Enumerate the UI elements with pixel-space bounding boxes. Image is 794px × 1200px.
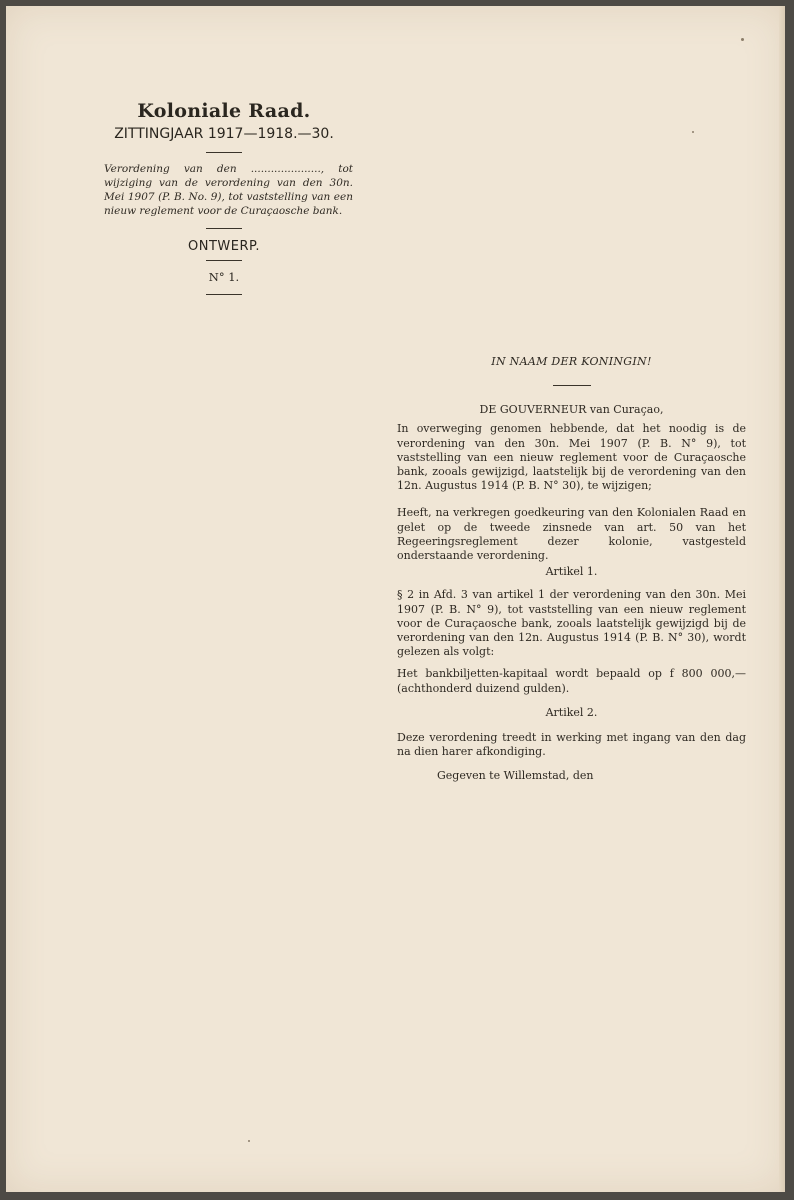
paper-speck: [248, 1140, 250, 1142]
document-number: N° 1.: [208, 270, 240, 284]
invocation: IN NAAM DER KONINGIN!: [491, 355, 652, 368]
divider: [206, 294, 242, 295]
document-header: [95, 100, 353, 295]
divider: [206, 260, 242, 261]
enactment-paragraph: Heeft, na verkregen goedkeuring van den Kolonialen Raad en gelet op de tweede zinsnede van art. 50 van het Regeeringsreglement dezer kolonie, vastgesteld onderstaande verordening.: [397, 506, 746, 563]
draft-label: ONTWERP.: [188, 239, 260, 254]
paper-edge: [779, 6, 785, 1192]
governor-line: DE GOUVERNEUR van Curaçao,: [479, 403, 664, 417]
article-1-text: § 2 in Afd. 3 van artikel 1 der verordening van den 30n. Mei 1907 (P. B. N° 9), tot vaststelling van een nieuw reglement voor de Curaçaosche bank, zooals laatstelijk gewijzigd bij de verordening van den 12n. Augustus 1914 (P. B. N° 30), wordt gelezen als volgt:: [397, 588, 746, 659]
divider: [206, 152, 242, 153]
preamble-paragraph: In overweging genomen hebbende, dat het noodig is de verordening van den 30n. Mei 1907 (P. B. N° 9), tot vaststelling van een nieuw reglement voor de Curaçaosche bank, zooals gewijzigd, laatstelijk bij de verordening van den 12n. Augustus 1914 (P. B. N° 30), te wijzigen;: [397, 422, 746, 493]
article-2-heading: Artikel 2.: [545, 705, 598, 719]
article-1-heading: Artikel 1.: [545, 565, 598, 579]
council-title: Koloniale Raad.: [137, 100, 311, 122]
decree-body: [397, 355, 746, 784]
divider: [553, 385, 591, 386]
divider: [206, 228, 242, 229]
paper-speck: [692, 131, 694, 133]
article-1-quote: Het bankbiljetten-kapitaal wordt bepaald op f 800 000,— (achthonderd duizend gulden).: [397, 667, 746, 695]
article-2-text: Deze verordening treedt in werking met ingang van den dag na dien harer afkondiging.: [397, 731, 746, 759]
ordinance-description: Verordening van den ....................., tot wijziging van de verordening van den 30n. Mei 1907 (P. B. No. 9), tot vaststelling van een nieuw reglement voor de Curaçaosche bank.: [104, 163, 353, 217]
paper-speck: [741, 38, 744, 41]
session-year: ZITTINGJAAR 1917—1918.—30.: [114, 126, 334, 142]
signoff-line: Gegeven te Willemstad, den: [437, 769, 594, 783]
